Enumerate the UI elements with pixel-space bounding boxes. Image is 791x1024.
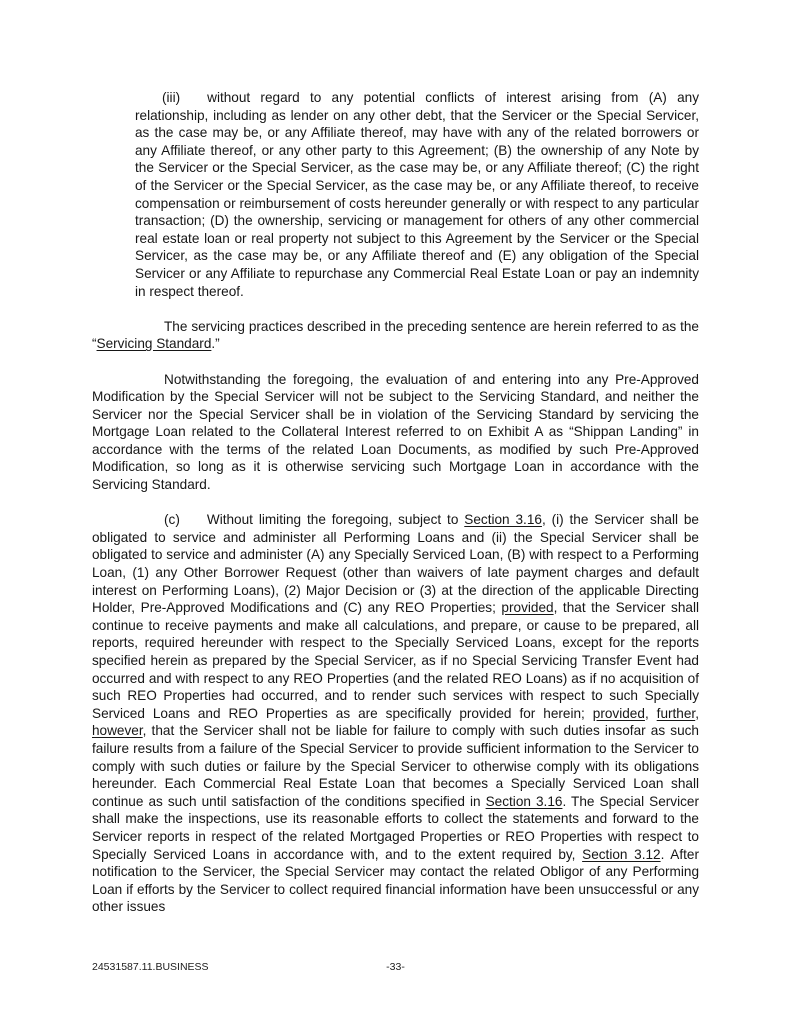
text-run: , (i) the Servicer shall be obligated to service and administer all Performing Loans and (ii) the Special Servicer shall be obligated to service and administer (A) any Specially Serviced Loan, (B) with respect to a Performing Loan, (1) any Other Borrower Request (other than waivers of late payment charges and default interest on Performing Loans), (2) Major Decision or (3) at the direction of the applicable Directing Holder, Pre-Approved Modifications and (C) any REO Properties; [92,512,699,616]
text-run: , that the Servicer shall not be liable for failure to comply with such duties insofar as such failure results from a failure of the Special Servicer to provide sufficient information to the Servicer to comply with such duties or failure by the Special Servicer to otherwise comply with its obligations hereunder. Each Commercial Real Estate Loan that becomes a Specially Serviced Loan shall continue as such until satisfaction of the conditions specified in [92,723,699,809]
footer-page-number: -33- [386,961,405,973]
text-run: , that the Servicer shall continue to receive payments and make all calculations, and prepare, or cause to be prepared, all reports, required hereunder with respect to the Specially Serviced Loans, except for the reports specified herein as prepared by the Special Servicer, as if no Special Servicing Transfer Event had occurred and with respect to any REO Properties (and the related REO Loans) as if no acquisition of such REO Properties had occurred, and to render such services with respect to such Specially Serviced Loans and REO Properties as are specifically provided for herein; [92,600,699,721]
underlined-term: Section 3.12 [582,846,661,862]
underlined-term: further [656,705,696,721]
underlined-term: Section 3.16 [485,793,563,809]
underlined-term: provided [501,600,554,616]
underlined-term: however [92,723,143,739]
text-run: Notwithstanding the foregoing, the evaluation of and entering into any Pre-Approved Modification by the Special Servicer will not be subject to the Servicing Standard, and neither the Servicer nor the Special Servicer shall be in violation of the Servicing Standard by servicing the Mortgage Loan related to the Collateral Interest referred to on Exhibit A as “Shippan Landing” in accordance with the terms of the related Loan Documents, as modified by such Pre-Approved Modification, so long as it is otherwise servicing such Mortgage Loan in accordance with the Servicing Standard. [92,371,699,493]
clause-c [92,511,699,916]
underlined-term: provided [592,705,645,721]
text-run: Without limiting the foregoing, subject to [206,512,465,528]
servicing-standard-paragraph [92,318,699,353]
underlined-term: Servicing Standard [96,336,212,352]
notwithstanding-paragraph [92,371,699,494]
text-run: .” [211,336,220,352]
text-run: , [644,705,657,721]
clause-iii [135,89,699,300]
paragraph-label: (c) [164,512,180,528]
text-run: . After notification to the Servicer, the Special Servicer may contact the related Obligor of any Performing Loan if efforts by the Servicer to collect required financial information have been unsuccessful or any other issues [92,846,699,915]
text-run: without regard to any potential conflicts of interest arising from (A) any relationship, including as lender on any other debt, that the Servicer or the Special Servicer, as the case may be, or any Affiliate thereof, may have with any of the related borrowers or any Affiliate thereof, or any other party to this Agreement; (B) the ownership of any Note by the Servicer or the Special Servicer, as the case may be, or any Affiliate thereof; (C) the right of the Servicer or the Special Servicer, as the case may be, or any Affiliate thereof, to receive compensation or reimbursement of costs hereunder generally or with respect to any particular transaction; (D) the ownership, servicing or management for others of any other commercial real estate loan or real property not subject to this Agreement by the Servicer or the Special Servicer, as the case may be, or any Affiliate thereof and (E) any obligation of the Special Servicer or any Affiliate to repurchase any Commercial Real Estate Loan or pay an indemnity in respect thereof. [135,90,699,299]
text-run: . The Special Servicer shall make the inspections, use its reasonable efforts to collect the statements and forward to the Servicer reports in respect of the related Mortgaged Properties or REO Properties with respect to Specially Serviced Loans in accordance with, and to the extent required by, [92,793,699,862]
text-run: The servicing practices described in the preceding sentence are herein referred to as the “ [92,318,699,352]
document-body [92,89,699,916]
page-footer [92,961,699,974]
paragraph-label: (iii) [162,90,181,105]
text-run: , [695,705,699,721]
footer-doc-id: 24531587.11.BUSINESS [92,961,209,973]
underlined-term: Section 3.16 [464,512,542,528]
